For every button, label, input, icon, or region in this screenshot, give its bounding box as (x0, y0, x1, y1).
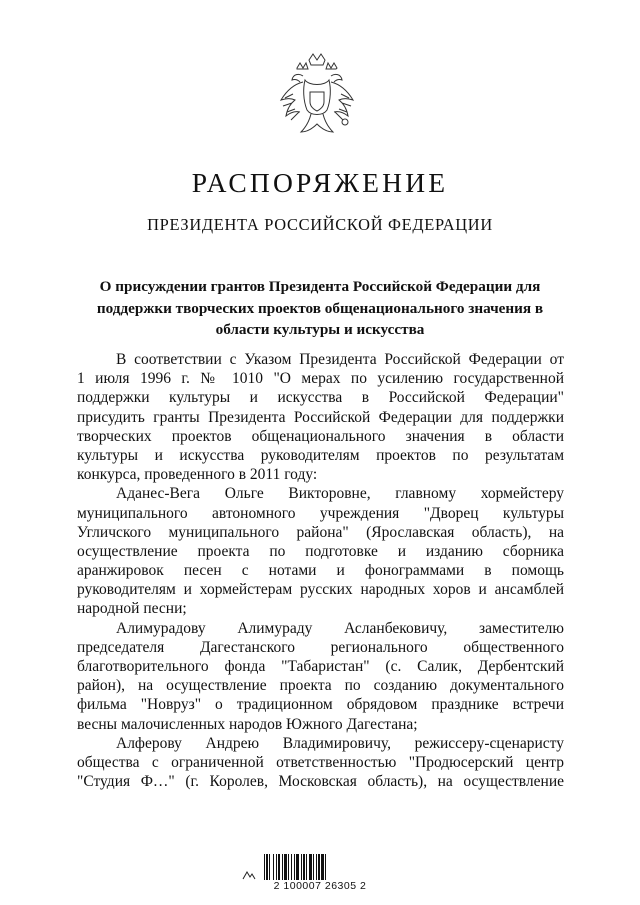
document-body (77, 350, 564, 791)
body-line: фильма "Новруз" о традиционном обрядовом празднике встречи (77, 696, 564, 714)
body-line: Алимурадову Алимураду Асланбековичу, заместителю (116, 619, 564, 637)
body-line: Угличского муниципального района" (Ярославская область), на (77, 523, 564, 541)
coat-of-arms-eagle-icon (273, 50, 361, 146)
body-line: руководителям и хормейстерам русских народных хоров и ансамблей (77, 581, 564, 599)
heading-line: области культуры и искусства (215, 321, 425, 338)
body-line: присудить гранты Президента Российской Федерации для поддержки (77, 408, 564, 426)
barcode-gap (326, 854, 328, 880)
body-line: народной песни; (77, 600, 187, 618)
body-line: аранжировок песен с нотами и фонограммами в помощь (77, 562, 564, 580)
body-line: конкурса, проведенного в 2011 году: (77, 466, 318, 484)
body-line: председателя Дагестанского регионального общественного (77, 638, 564, 656)
barcode-number: 2 100007 26305 2 (273, 880, 367, 892)
body-line: Алферову Андрею Владимировичу, режиссеру-сценаристу (116, 734, 564, 752)
body-line: В соответствии с Указом Президента Российской Федерации от (116, 351, 564, 368)
heading-line: поддержки творческих проектов общенационального значения в (96, 299, 544, 317)
document-subtitle: ПРЕЗИДЕНТА РОССИЙСКОЙ ФЕДЕРАЦИИ (147, 215, 493, 234)
body-line: район), на осуществление проекта по созданию документального (77, 677, 564, 695)
body-line: общества с ограниченной ответственностью "Продюсерский центр (77, 753, 564, 771)
body-line: благотворительного фонда "Табаристан" (с. Салик, Дербентский (77, 658, 564, 675)
body-line: поддержки культуры и искусства в Российской Федерации" (77, 389, 564, 407)
body-line: Аданес-Вега Ольге Викторовне, главному хормейстеру (116, 485, 564, 503)
stamp-mark-icon (242, 870, 256, 880)
body-line: муниципального автономного учреждения "Дворец культуры (77, 504, 564, 522)
document-title: РАСПОРЯЖЕНИЕ (191, 167, 449, 198)
body-line: 1 июля 1996 г. № 1010 "О мерах по усилению государственной (77, 370, 564, 388)
body-line: творческих проектов общенационального значения в области (77, 427, 564, 445)
barcode-icon (264, 854, 372, 880)
heading-line: О присуждении грантов Президента Российской Федерации для (99, 278, 541, 295)
body-line: культуры и искусства руководителям проектов по результатам (77, 446, 564, 464)
document-heading (76, 276, 564, 341)
body-line: "Студия Ф…" (г. Королев, Московская область), на осуществление (77, 773, 564, 791)
body-line: весны малочисленных народов Южного Дагестана; (77, 715, 418, 733)
body-line: осуществление проекта по подготовке и изданию сборника (77, 542, 564, 560)
